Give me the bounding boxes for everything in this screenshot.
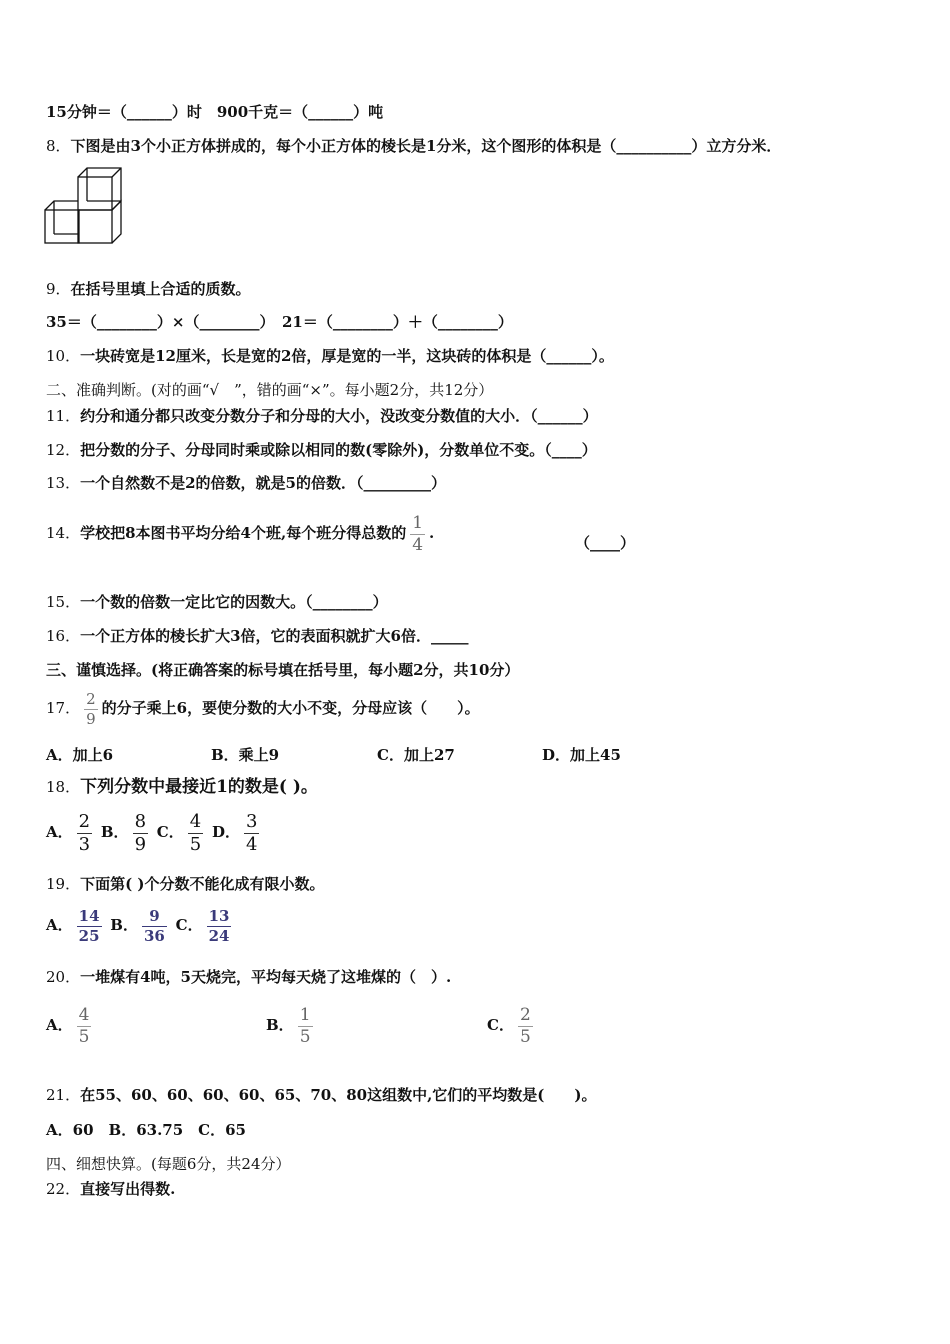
q21-text: 在55、60、60、60、60、65、70、80这组数中,它们的平均数是( )。	[80, 1086, 597, 1104]
q20-option-a[interactable]: A． $\frac{4}{5}$	[46, 1004, 90, 1047]
q13-text: 一个自然数不是2的倍数，就是5的倍数．（_________）	[80, 474, 446, 492]
q20-option-b-fraction: $\frac{1}{5}$	[299, 1004, 311, 1047]
q19-text: 下面第( )个分数不能化成有限小数。	[80, 875, 325, 893]
q10-line	[46, 345, 614, 367]
q10-text: 一块砖宽是12厘米，长是宽的2倍，厚是宽的一半，这块砖的体积是（______）。	[80, 347, 614, 365]
q17-number: 17．	[46, 699, 81, 717]
q17-option-c[interactable]: C．加上27	[377, 746, 455, 764]
q12-line	[46, 439, 597, 461]
q16-number: 16．	[46, 627, 81, 645]
q18-text: 下列分数中最接近1的数是( )。	[80, 777, 318, 797]
q20-number: 20．	[46, 968, 81, 986]
section-2-text: 二、准确判断。(对的画“√ ”，错的画“×”。每小题2分，共12分）	[46, 381, 494, 399]
section-3-heading	[46, 659, 519, 681]
q19-number: 19．	[46, 875, 81, 893]
q12-text: 把分数的分子、分母同时乘或除以相同的数(零除外)，分数单位不变。（____）	[80, 441, 597, 459]
q20-option-c[interactable]: C． $\frac{2}{5}$	[487, 1004, 531, 1047]
q21-line	[46, 1084, 597, 1106]
q20-line	[46, 966, 451, 988]
q18-option-b[interactable]: B． $\frac{8}{9}$	[100, 810, 147, 855]
q20-option-b[interactable]: B． $\frac{1}{5}$	[266, 1004, 311, 1047]
q22-line	[46, 1178, 175, 1200]
q14-blank: （____）	[575, 534, 636, 552]
cube-left-edges	[45, 201, 78, 210]
q13-line	[46, 472, 446, 494]
q17-option-b[interactable]: B．乘上9	[211, 746, 280, 764]
q18-option-c[interactable]: C． $\frac{4}{5}$	[156, 810, 202, 855]
q15-line	[46, 591, 388, 613]
q18-option-a[interactable]: A． $\frac{2}{3}$	[46, 810, 91, 855]
q20-option-a-fraction: $\frac{4}{5}$	[78, 1004, 90, 1047]
q9-line2	[46, 311, 513, 333]
cube-right-edges	[112, 201, 121, 243]
q19-option-a[interactable]: A． $\frac{14}{25}$	[46, 906, 100, 945]
q18-options	[46, 808, 263, 856]
q17-line	[46, 685, 480, 731]
q18-option-c-fraction: $\frac{4}{5}$	[189, 810, 202, 855]
section-2-heading	[46, 379, 493, 401]
q15-text: 一个数的倍数一定比它的因数大。（________）	[80, 593, 388, 611]
q9-line	[46, 278, 251, 300]
q13-number: 13．	[46, 474, 81, 492]
q17-option-a[interactable]: A．加上6	[46, 746, 114, 764]
q19-option-c[interactable]: C． $\frac{13}{24}$	[175, 906, 230, 945]
cube-figure	[44, 166, 124, 246]
q14-tail: .	[429, 524, 435, 542]
q18-option-d-fraction: $\frac{3}{4}$	[246, 810, 258, 855]
q19-option-a-fraction: $\frac{14}{25}$	[78, 906, 100, 945]
q18-option-a-fraction: $\frac{2}{3}$	[78, 810, 91, 855]
q15-number: 15．	[46, 593, 81, 611]
q20-text: 一堆煤有4吨，5天烧完，平均每天烧了这堆煤的（ ）.	[80, 968, 452, 986]
cube-top-front	[78, 177, 112, 210]
q19-option-b-fraction: $\frac{9}{36}$	[143, 906, 165, 945]
q11-text: 约分和通分都只改变分数分子和分母的大小，没改变分数值的大小．（______）	[80, 407, 598, 425]
q7-line	[46, 101, 383, 123]
q11-number: 11．	[46, 407, 81, 425]
q7-text: 15分钟＝（______）时 900千克＝（______）吨	[46, 103, 384, 121]
q19-option-b[interactable]: B． $\frac{9}{36}$	[110, 906, 165, 945]
q17-frac-numerator: 2	[86, 689, 96, 708]
section-3-text: 三、谨慎选择。(将正确答案的标号填在括号里，每小题2分，共10分）	[46, 661, 520, 679]
q17-option-d[interactable]: D．加上45	[542, 746, 621, 764]
q22-text: 直接写出得数.	[80, 1180, 176, 1198]
q14-fraction	[410, 512, 425, 555]
q16-text: 一个正方体的棱长扩大3倍，它的表面积就扩大6倍．_____	[80, 627, 469, 645]
q22-number: 22．	[46, 1180, 81, 1198]
section-4-text: 四、细想快算。(每题6分，共24分）	[46, 1155, 291, 1173]
q16-line	[46, 625, 468, 647]
q14-text: 学校把8本图书平均分给4个班,每个班分得总数的	[80, 524, 407, 542]
q8-line	[46, 135, 781, 157]
q18-number: 18．	[46, 778, 81, 796]
q14-number: 14．	[46, 524, 81, 542]
q21-options[interactable]: A．60 B．63.75 C．65	[46, 1121, 246, 1139]
q9-text: 在括号里填上合适的质数。	[70, 280, 251, 298]
q14-line	[46, 508, 434, 558]
q19-options	[46, 903, 235, 947]
q8-text: 下图是由3个小正方体拼成的，每个小正方体的棱长是1分米，这个图形的体积是（__________）立方分米．	[70, 137, 782, 155]
q19-option-c-fraction: $\frac{13}{24}$	[208, 906, 230, 945]
cube-right-front	[78, 210, 112, 243]
q9-number: 9．	[46, 280, 71, 298]
q9-equations: 35＝（________）×（________） 21＝（________）＋（________）	[46, 313, 513, 331]
q10-number: 10．	[46, 347, 81, 365]
q19-line	[46, 873, 325, 895]
q14-frac-denominator: 4	[412, 534, 424, 555]
cube-left-front	[45, 210, 79, 243]
q17-text: 的分子乘上6，要使分数的大小不变，分母应该（ ）。	[101, 699, 480, 717]
q11-line	[46, 405, 598, 427]
q17-fraction	[84, 689, 98, 728]
q12-number: 12．	[46, 441, 81, 459]
section-4-heading	[46, 1153, 290, 1175]
q18-option-b-fraction: $\frac{8}{9}$	[134, 810, 147, 855]
q21-number: 21．	[46, 1086, 81, 1104]
q18-line	[46, 776, 318, 798]
q18-option-d[interactable]: D． $\frac{3}{4}$	[211, 810, 258, 855]
q14-frac-numerator: 1	[412, 512, 424, 533]
q17-frac-denominator: 9	[86, 709, 96, 728]
q8-number: 8．	[46, 137, 71, 155]
q20-option-c-fraction: $\frac{2}{5}$	[519, 1004, 531, 1047]
